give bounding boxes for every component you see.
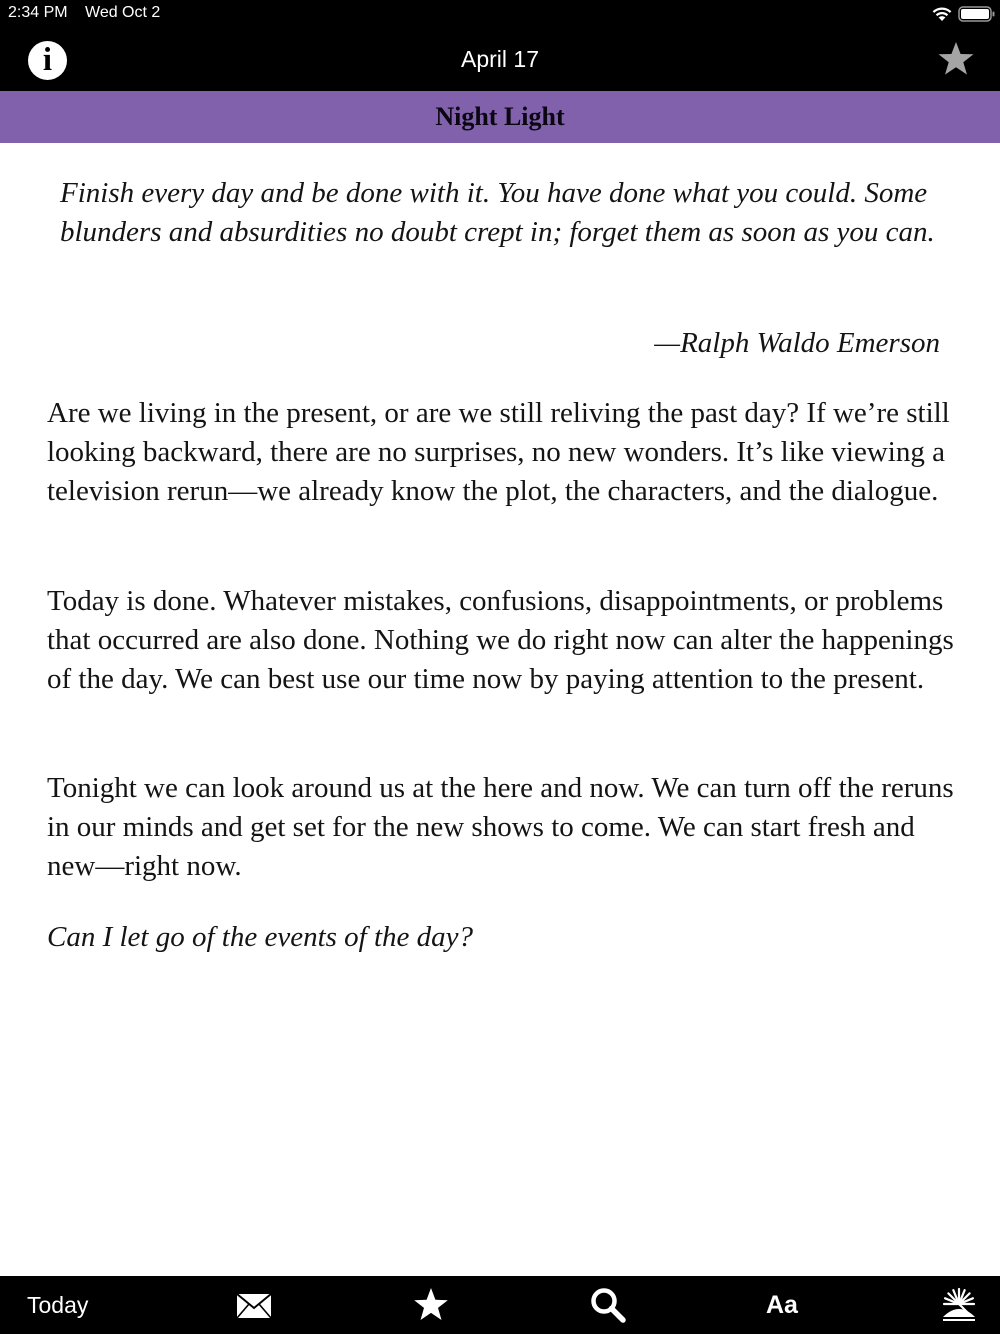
reading-paragraph: Tonight we can look around us at the here and now. We can turn off the reruns in our minds and get set for the new shows to come. We can start fresh and new—right now. (47, 772, 954, 882)
battery-icon (958, 5, 996, 23)
status-bar (0, 0, 1000, 28)
mail-icon[interactable] (236, 1293, 272, 1319)
wifi-icon (930, 4, 954, 22)
reading-content (0, 143, 1000, 1276)
nav-bar (0, 28, 1000, 91)
sunburst-icon[interactable] (942, 1287, 976, 1321)
favorite-star-icon[interactable] (937, 40, 975, 78)
page-title: April 17 (461, 46, 539, 72)
status-date: Wed Oct 2 (85, 4, 161, 21)
bottom-tab-bar (0, 1276, 1000, 1334)
section-title: Night Light (0, 91, 1000, 143)
status-time: 2:34 PM (8, 4, 68, 21)
reading-paragraph: Are we living in the present, or are we still reliving the past day? If we’re still looking backward, there are no surprises, no new wonders. It’s like viewing a television rerun—we already know the plot, the characters, and the dialogue. (47, 397, 950, 507)
today-tab[interactable]: Today (27, 1292, 89, 1318)
quote-attribution: —Ralph Waldo Emerson (654, 327, 940, 359)
info-icon[interactable]: i (28, 41, 67, 80)
daily-quote: Finish every day and be done with it. You have done what you could. Some blunders and absurdities no doubt crept in; forget them as soon as you can. (60, 177, 935, 248)
search-icon[interactable] (590, 1287, 626, 1323)
favorites-star-icon[interactable] (413, 1287, 449, 1323)
font-size-icon[interactable]: Aa (766, 1291, 798, 1319)
reading-paragraph: Today is done. Whatever mistakes, confusions, disappointments, or problems that occurred are also done. Nothing we do right now can alter the happenings of the day. We can best use our time now by paying attention to the present. (47, 585, 954, 695)
reflection-question: Can I let go of the events of the day? (47, 921, 474, 953)
